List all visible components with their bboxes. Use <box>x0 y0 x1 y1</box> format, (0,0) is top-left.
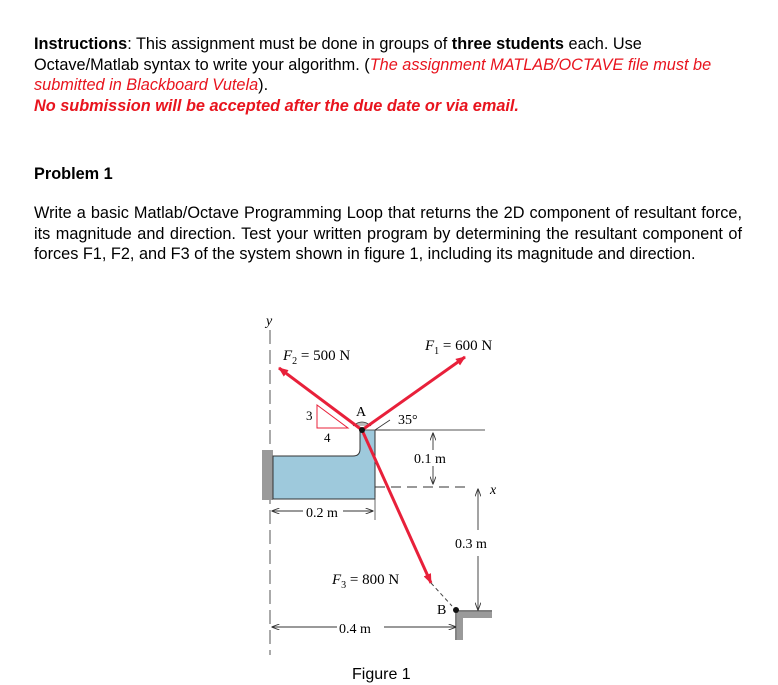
force-f3-label: $F_3 = 800$ N <box>332 572 400 591</box>
problem-statement: Write a basic Matlab/Octave Programming Loop that returns the 2D component of resultant force, its magnitude and direction. Test your written program by determining the resultant component of forces F1, F2, and F3 of the system shown in figure 1, including its magnitude and direction. <box>34 204 742 263</box>
x-axis-label: x <box>490 483 497 498</box>
y-axis-label: y <box>266 314 273 329</box>
instructions-text-1: : This assignment must be done in groups of <box>127 35 452 53</box>
point-b-label: B <box>437 603 447 618</box>
dim-04-label: 0.4 m <box>339 622 371 637</box>
angle-rays <box>375 420 390 430</box>
instructions-warning: No submission will be accepted after the due date or via email. <box>34 96 519 115</box>
dim-03-label: 0.3 m <box>455 537 487 552</box>
instructions-text-3: ). <box>258 76 269 94</box>
dim-02-label: 0.2 m <box>306 506 338 521</box>
wall-support <box>262 450 273 500</box>
dim-01-label: 0.1 m <box>414 452 446 467</box>
instructions-bold-group-size: three students <box>451 35 564 53</box>
angle-label: 35° <box>398 413 418 428</box>
slope-run-label: 4 <box>324 430 331 445</box>
force-f2-arrow <box>279 368 362 430</box>
problem-title: Problem 1 <box>34 165 113 183</box>
instructions-submission-note: The assignment MATLAB/OCTAVE file must be submitted in Blackboard Vutela <box>34 55 712 94</box>
slope-rise-label: 3 <box>306 408 313 423</box>
point-b-dot <box>453 607 459 613</box>
support-b-wall <box>457 612 463 640</box>
point-a-dot <box>359 427 365 433</box>
force-f2-label: $F_2 = 500$ N <box>283 348 351 367</box>
instructions-text-2: each. Use Octave/Matlab syntax to write your algorithm. ( <box>34 35 642 74</box>
force-f1-label: $F_1 = 600$ N <box>425 338 493 357</box>
figure-caption: Figure 1 <box>352 666 411 683</box>
point-a-label: A <box>356 405 367 420</box>
instructions-label: Instructions <box>34 35 128 53</box>
